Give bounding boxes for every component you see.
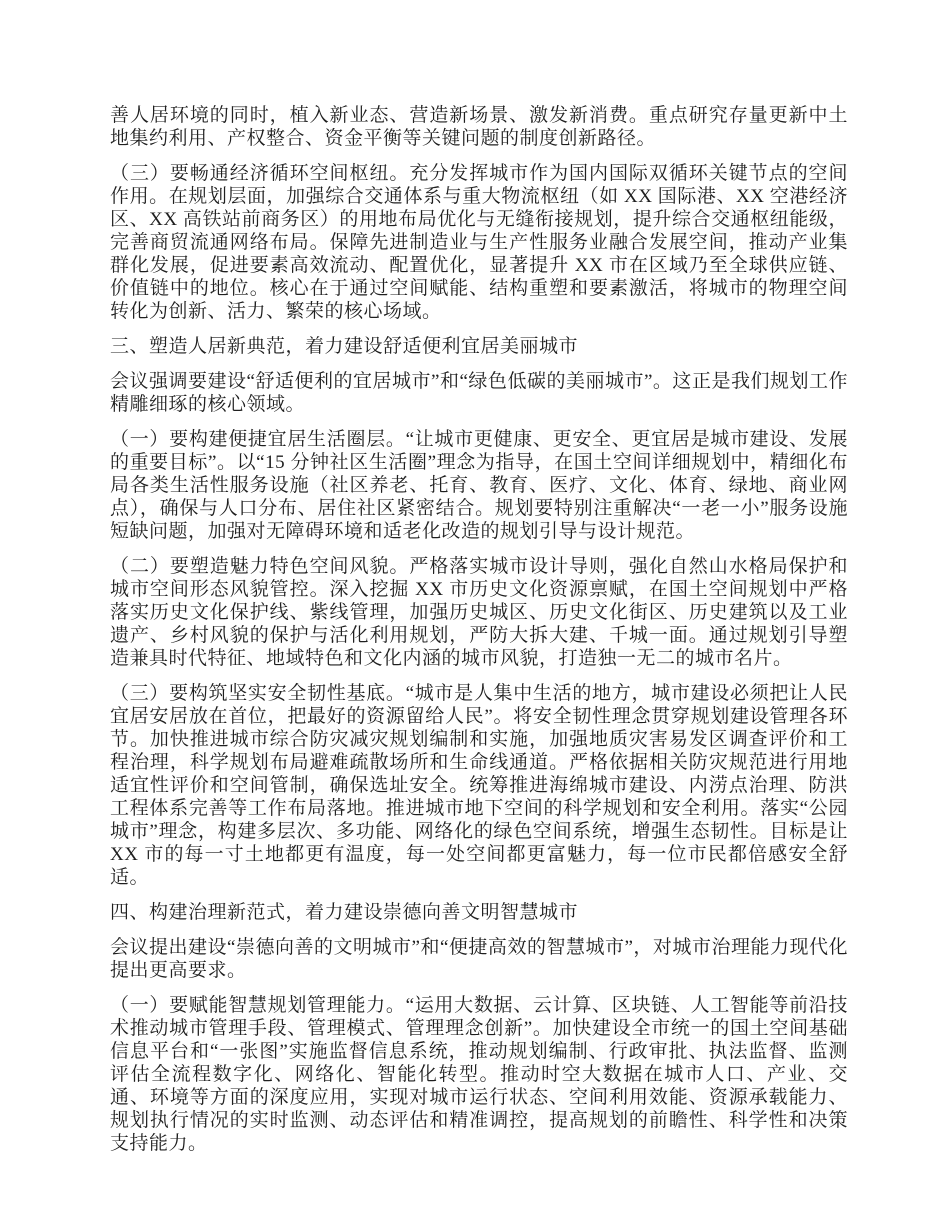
body-paragraph: （三）要畅通经济循环空间枢纽。充分发挥城市作为国内国际双循环关键节点的空间作用。在规划层面，加强综合交通体系与重大物流枢纽（如 XX 国际港、XX 空港经济区、XX 高铁站前商务区）的用地布局优化与无缝衔接规划，提升综合交通枢纽能级，完善商贸流通网络布局。保障先进制造业与生产性服务业融合发展空间，推动产业集群化发展，促进要素高效流动、配置优化，显著提升 XX 市在区域乃至全球供应链、价值链中的地位。核心在于通过空间赋能、结构重塑和要素激活，将城市的物理空间转化为创新、活力、繁荣的核心场域。 [110,163,848,322]
section-heading: 三、塑造人居新典范，着力建设舒适便利宜居美丽城市 [110,336,579,357]
document-body [110,104,848,1167]
body-paragraph: 会议强调要建设“舒适便利的宜居城市”和“绿色低碳的美丽城市”。这正是我们规划工作精雕细琢的核心领域。 [110,371,848,415]
body-paragraph: （一）要赋能智慧规划管理能力。“运用大数据、云计算、区块链、人工智能等前沿技术推动城市管理手段、管理模式、管理理念创新”。加快建设全市统一的国土空间基础信息平台和“一张图”实施监督信息系统，推动规划编制、行政审批、执法监督、监测评估全流程数字化、网络化、智能化转型。推动时空大数据在城市人口、产业、交通、环境等方面的深度应用，实现对城市运行状态、空间利用效能、资源承载能力、规划执行情况的实时监测、动态评估和精准调控，提高规划的前瞻性、科学性和决策支持能力。 [110,995,848,1154]
section-heading: 四、构建治理新范式，着力建设崇德向善文明智慧城市 [110,902,579,923]
body-paragraph: 善人居环境的同时，植入新业态、营造新场景、激发新消费。重点研究存量更新中土地集约利用、产权整合、资金平衡等关键问题的制度创新路径。 [110,105,848,149]
body-paragraph: （二）要塑造魅力特色空间风貌。严格落实城市设计导则，强化自然山水格局保护和城市空间形态风貌管控。深入挖掘 XX 市历史文化资源禀赋，在国土空间规划中严格落实历史文化保护线、紫线管理，加强历史城区、历史文化街区、历史建筑以及工业遗产、乡村风貌的保护与活化利用规划，严防大拆大建、千城一面。通过规划引导塑造兼具时代特征、地域特色和文化内涵的城市风貌，打造独一无二的城市名片。 [110,556,848,669]
body-paragraph: （一）要构建便捷宜居生活圈层。“让城市更健康、更安全、更宜居是城市建设、发展的重要目标”。以“15 分钟社区生活圈”理念为指导，在国土空间详细规划中，精细化布局各类生活性服务设施（社区养老、托育、教育、医疗、文化、体育、绿地、商业网点），确保与人口分布、居住社区紧密结合。规划要特别注重解决“一老一小”服务设施短缺问题，加强对无障碍环境和适老化改造的规划引导与设计规范。 [110,429,848,542]
body-paragraph: （三）要构筑坚实安全韧性基底。“城市是人集中生活的地方，城市建设必须把让人民宜居安居放在首位，把最好的资源留给人民”。将安全韧性理念贯穿规划建设管理各环节。加快推进城市综合防灾减灾规划编制和实施，加强地质灾害易发区调查评价和工程治理，科学规划布局避难疏散场所和生命线通道。严格依据相关防灾规范进行用地适宜性评价和空间管制，确保选址安全。统筹推进海绵城市建设、内涝点治理、防洪工程体系完善等工作布局落地。推进城市地下空间的科学规划和安全利用。落实“公园城市”理念，构建多层次、多功能、网络化的绿色空间系统，增强生态韧性。目标是让 XX 市的每一寸土地都更有温度，每一处空间都更富魅力，每一位市民都倍感安全舒适。 [110,683,848,888]
body-paragraph: 会议提出建设“崇德向善的文明城市”和“便捷高效的智慧城市”，对城市治理能力现代化提出更高要求。 [110,937,848,981]
